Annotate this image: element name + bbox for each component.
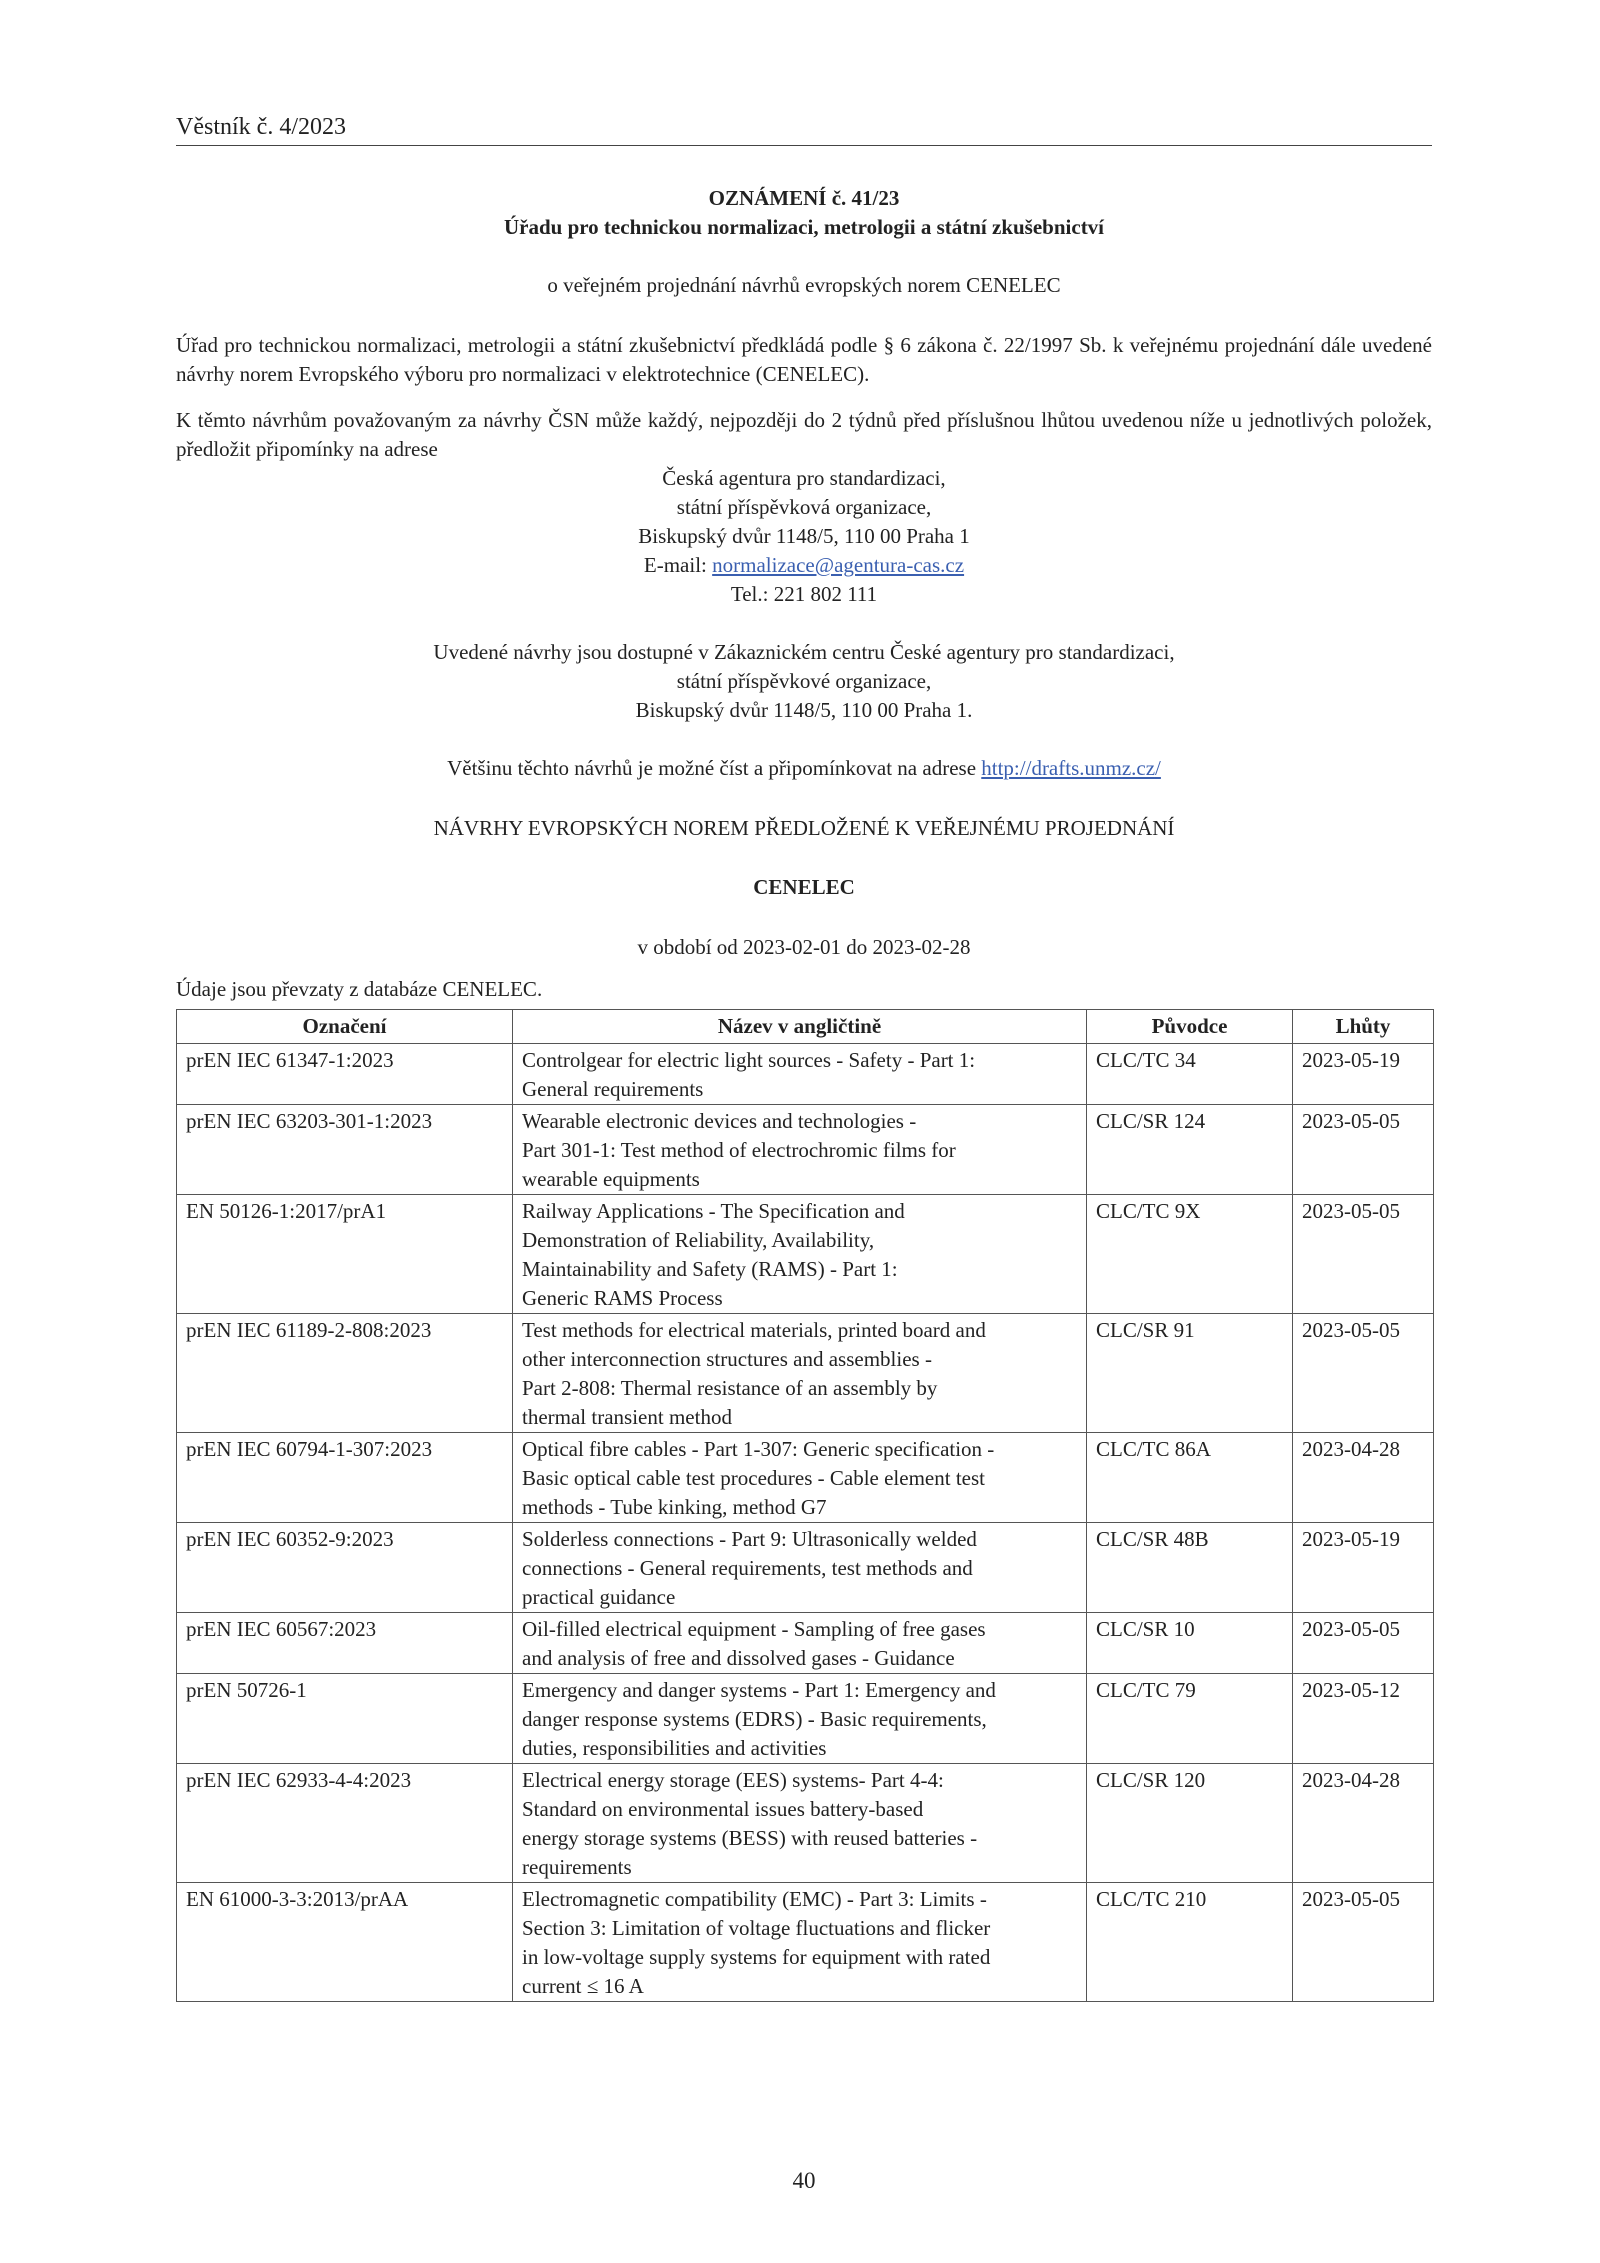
paragraph-intro: Úřad pro technickou normalizaci, metrologii a státní zkušebnictví předkládá podle § 6 zákona č. 22/1997 Sb. k veřejnému projednání dále uvedené návrhy norem Evropského výboru pro normalizaci v elektrotechnice (CENELEC). [176, 333, 1432, 386]
table-row [177, 1195, 1434, 1314]
origin-cell: CLC/SR 91 [1087, 1314, 1293, 1433]
table-row [177, 1314, 1434, 1433]
designation-cell: EN 50126-1:2017/prA1 [177, 1195, 513, 1314]
availability-line: Uvedené návrhy jsou dostupné v Zákaznickém centru České agentury pro standardizaci, [433, 640, 1175, 664]
title-cell: Wearable electronic devices and technologies - Part 301-1: Test method of electrochromic films for wearable equipments [513, 1105, 1087, 1195]
announcement-subject: o veřejném projednání návrhů evropských norem CENELEC [547, 273, 1061, 297]
title-cell: Emergency and danger systems - Part 1: Emergency and danger response systems (EDRS) - Basic requirements, duties, responsibilities and activities [513, 1674, 1087, 1764]
origin-cell: CLC/SR 10 [1087, 1613, 1293, 1674]
standards-table [176, 1009, 1434, 2002]
designation-cell: prEN IEC 60352-9:2023 [177, 1523, 513, 1613]
title-cell: Controlgear for electric light sources - Safety - Part 1: General requirements [513, 1044, 1087, 1105]
origin-cell: CLC/TC 34 [1087, 1044, 1293, 1105]
deadline-cell: 2023-05-05 [1293, 1105, 1434, 1195]
deadline-cell: 2023-05-05 [1293, 1314, 1434, 1433]
deadline-cell: 2023-05-12 [1293, 1674, 1434, 1764]
address-block [176, 464, 1432, 609]
deadline-cell: 2023-05-05 [1293, 1195, 1434, 1314]
column-header: Lhůty [1293, 1010, 1434, 1044]
availability-line: státní příspěvkové organizace, [676, 669, 932, 693]
origin-cell: CLC/TC 9X [1087, 1195, 1293, 1314]
announcement-number: OZNÁMENÍ č. 41/23 [708, 186, 900, 210]
address-line: Biskupský dvůr 1148/5, 110 00 Praha 1 [638, 524, 970, 548]
title-cell: Optical fibre cables - Part 1-307: Generic specification - Basic optical cable test procedures - Cable element test methods - Tube kinking, method G7 [513, 1433, 1087, 1523]
running-header: Věstník č. 4/2023 [176, 113, 1432, 146]
designation-cell: prEN IEC 63203-301-1:2023 [177, 1105, 513, 1195]
address-email-line [176, 551, 1432, 580]
origin-cell: CLC/TC 86A [1087, 1433, 1293, 1523]
deadline-cell: 2023-04-28 [1293, 1764, 1434, 1883]
origin-cell: CLC/TC 79 [1087, 1674, 1293, 1764]
table-row [177, 1523, 1434, 1613]
origin-cell: CLC/TC 210 [1087, 1883, 1293, 2002]
section-period: v období od 2023-02-01 do 2023-02-28 [637, 935, 971, 959]
table-row [177, 1105, 1434, 1195]
address-phone: Tel.: 221 802 111 [730, 582, 878, 606]
column-header: Označení [177, 1010, 513, 1044]
deadline-cell: 2023-05-05 [1293, 1883, 1434, 2002]
designation-cell: prEN IEC 62933-4-4:2023 [177, 1764, 513, 1883]
deadline-cell: 2023-05-19 [1293, 1523, 1434, 1613]
title-cell: Solderless connections - Part 9: Ultrasonically welded connections - General requirements, test methods and practical guidance [513, 1523, 1087, 1613]
address-line: Česká agentura pro standardizaci, [662, 466, 946, 490]
table-row [177, 1674, 1434, 1764]
table-row [177, 1764, 1434, 1883]
column-header: Název v angličtině [513, 1010, 1087, 1044]
title-cell: Electrical energy storage (EES) systems- Part 4-4: Standard on environmental issues battery-based energy storage systems (BESS) with reused batteries - requirements [513, 1764, 1087, 1883]
comment-line [176, 754, 1432, 783]
table-row [177, 1613, 1434, 1674]
announcement-issuer: Úřadu pro technickou normalizaci, metrologii a státní zkušebnictví [503, 215, 1105, 239]
source-note: Údaje jsou převzaty z databáze CENELEC. [176, 977, 543, 1001]
drafts-link[interactable]: http://drafts.unmz.cz/ [981, 756, 1161, 780]
designation-cell: prEN IEC 61189-2-808:2023 [177, 1314, 513, 1433]
section-org: CENELEC [753, 875, 855, 899]
title-cell: Oil-filled electrical equipment - Sampling of free gases and analysis of free and dissolved gases - Guidance [513, 1613, 1087, 1674]
designation-cell: prEN 50726-1 [177, 1674, 513, 1764]
email-link[interactable]: normalizace@agentura-cas.cz [712, 553, 965, 577]
paragraph-comments: K těmto návrhům považovaným za návrhy ČSN může každý, nejpozději do 2 týdnů před příslušnou lhůtou uvedenou níže u jednotlivých položek, předložit připomínky na adrese [176, 408, 1432, 461]
column-header: Původce [1087, 1010, 1293, 1044]
designation-cell: prEN IEC 60567:2023 [177, 1613, 513, 1674]
origin-cell: CLC/SR 124 [1087, 1105, 1293, 1195]
table-row [177, 1433, 1434, 1523]
title-cell: Test methods for electrical materials, printed board and other interconnection structures and assemblies - Part 2-808: Thermal resistance of an assembly by thermal transient method [513, 1314, 1087, 1433]
designation-cell: EN 61000-3-3:2013/prAA [177, 1883, 513, 2002]
deadline-cell: 2023-04-28 [1293, 1433, 1434, 1523]
title-cell: Electromagnetic compatibility (EMC) - Part 3: Limits - Section 3: Limitation of voltage fluctuations and flicker in low-voltage supply systems for equipment with rated current ≤ 16 A [513, 1883, 1087, 2002]
table-body [177, 1044, 1434, 2002]
section-heading: NÁVRHY EVROPSKÝCH NOREM PŘEDLOŽENÉ K VEŘEJNÉMU PROJEDNÁNÍ [433, 816, 1175, 840]
comment-text: Většinu těchto návrhů je možné číst a připomínkovat na adrese [447, 756, 982, 780]
address-line: státní příspěvková organizace, [676, 495, 932, 519]
page-number: 40 [792, 2168, 816, 2193]
title-cell: Railway Applications - The Specification and Demonstration of Reliability, Availability, Maintainability and Safety (RAMS) - Part 1: Generic RAMS Process [513, 1195, 1087, 1314]
designation-cell: prEN IEC 61347-1:2023 [177, 1044, 513, 1105]
table-row [177, 1044, 1434, 1105]
origin-cell: CLC/SR 120 [1087, 1764, 1293, 1883]
email-label: E-mail: [643, 553, 713, 577]
availability-block [176, 638, 1432, 725]
availability-line: Biskupský dvůr 1148/5, 110 00 Praha 1. [635, 698, 973, 722]
table-row [177, 1883, 1434, 2002]
designation-cell: prEN IEC 60794-1-307:2023 [177, 1433, 513, 1523]
deadline-cell: 2023-05-19 [1293, 1044, 1434, 1105]
standards-table-wrap [176, 1009, 1432, 2002]
origin-cell: CLC/SR 48B [1087, 1523, 1293, 1613]
deadline-cell: 2023-05-05 [1293, 1613, 1434, 1674]
table-header-row [177, 1010, 1434, 1044]
